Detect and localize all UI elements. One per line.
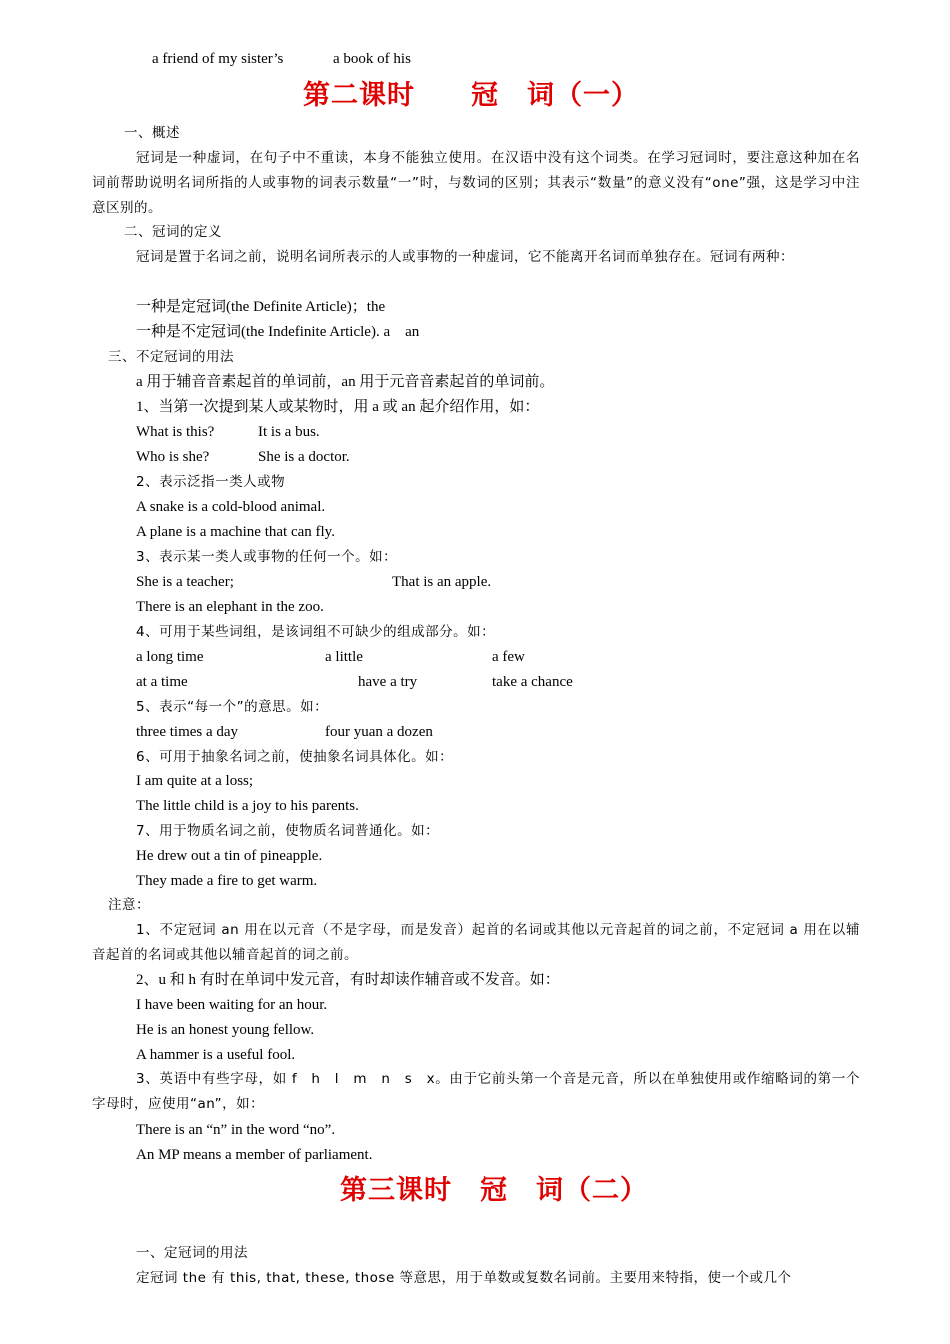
note-heading: 注意：	[108, 897, 150, 913]
phrase-cell: a few	[492, 649, 525, 665]
usage-2-example-1: A snake is a cold-blood animal.	[136, 499, 326, 515]
phrase-cell: take a chance	[492, 674, 573, 690]
definite-article-line: 一种是定冠词(the Definite Article)；the	[136, 299, 386, 315]
note-3-example-1: There is an “n” in the word “no”.	[136, 1122, 336, 1138]
usage-1-example-1b: It is a bus.	[258, 424, 320, 440]
indefinite-article-line: 一种是不定冠词(the Indefinite Article). a an	[136, 324, 420, 340]
lesson-3-heading: 一、定冠词的用法	[136, 1245, 248, 1261]
usage-1-example-1a: What is this?	[136, 424, 215, 440]
phrase-cell: at a time	[136, 674, 188, 690]
usage-7-example-2: They made a fire to get warm.	[136, 873, 318, 889]
usage-3-example-2: There is an elephant in the zoo.	[136, 599, 324, 615]
section-3-heading: 三、不定冠词的用法	[108, 349, 234, 365]
phrase-cell: have a try	[358, 674, 418, 690]
section-2-paragraph: 冠词是置于名词之前，说明名词所表示的人或事物的一种虚词，它不能离开名词而单独存在。冠词有两种：	[136, 249, 794, 265]
section-1-paragraph: 冠词是一种虚词，在句子中不重读，本身不能独立使用。在汉语中没有这个词类。在学习冠词时，要注意这种加在名词前帮助说明名词所指的人或事物的词表示数量“一”时，与数词的区别；其表示“数量”的意义没有“one”强，这是学习中注意区别的。	[92, 150, 860, 216]
usage-3-example-1b: That is an apple.	[392, 574, 492, 590]
usage-1: 1、当第一次提到某人或某物时，用 a 或 an 起介绍作用，如：	[136, 399, 540, 415]
usage-6: 6、可用于抽象名词之前，使抽象名词具体化。如：	[136, 749, 454, 765]
section-2-heading: 二、冠词的定义	[124, 224, 222, 240]
usage-5-example-b: four yuan a dozen	[325, 724, 433, 740]
phrase-cell: a long time	[136, 649, 204, 665]
top-phrase-2: a book of his	[333, 51, 411, 67]
phrase-cell: a little	[325, 649, 363, 665]
section-3-intro: a 用于辅音音素起首的单词前，an 用于元音音素起首的单词前。	[136, 374, 555, 390]
usage-6-example-1: I am quite at a loss;	[136, 773, 254, 789]
note-2: 2、u 和 h 有时在单词中发元音，有时却读作辅音或不发音。如：	[136, 972, 560, 988]
note-3-example-2: An MP means a member of parliament.	[136, 1147, 373, 1163]
usage-3: 3、表示某一类人或事物的任何一个。如：	[136, 549, 398, 565]
lesson-2-title: 第二课时 冠 词（一）	[303, 80, 639, 111]
usage-1-example-2b: She is a doctor.	[258, 449, 350, 465]
lesson-3-title: 第三课时 冠 词（二）	[340, 1175, 648, 1206]
note-1-paragraph: 1、不定冠词 an 用在以元音（不是字母，而是发音）起首的名词或其他以元音起首的词之前，不定冠词 a 用在以辅音起首的名词或其他以辅音起首的词之前。	[92, 922, 860, 963]
usage-5-example-a: three times a day	[136, 724, 239, 740]
usage-6-example-2: The little child is a joy to his parents.	[136, 798, 359, 814]
usage-7: 7、用于物质名词之前，使物质名词普通化。如：	[136, 823, 440, 839]
note-2-example-3: A hammer is a useful fool.	[136, 1047, 296, 1063]
usage-2: 2、表示泛指一类人或物	[136, 474, 286, 490]
section-1-heading: 一、概述	[124, 125, 180, 141]
note-2-example-2: He is an honest young fellow.	[136, 1022, 315, 1038]
note-2-example-1: I have been waiting for an hour.	[136, 997, 328, 1013]
usage-5: 5、表示“每一个”的意思。如：	[136, 699, 329, 715]
usage-2-example-2: A plane is a machine that can fly.	[136, 524, 335, 540]
lesson-3-line: 定冠词 the 有 this, that, these, those 等意思，用于单数或复数名词前。主要用来特指，使一个或几个	[136, 1270, 792, 1286]
usage-7-example-1: He drew out a tin of pineapple.	[136, 848, 323, 864]
usage-3-example-1a: She is a teacher;	[136, 574, 234, 590]
note-3-paragraph: 3、英语中有些字母，如 f h l m n s x。由于它前头第一个音是元音，所以在单独使用或作缩略词的第一个字母时，应使用“an”，如：	[92, 1071, 860, 1112]
usage-1-example-2a: Who is she?	[136, 449, 210, 465]
usage-4: 4、可用于某些词组，是该词组不可缺少的组成部分。如：	[136, 624, 496, 640]
top-phrase-1: a friend of my sister’s	[152, 51, 284, 67]
